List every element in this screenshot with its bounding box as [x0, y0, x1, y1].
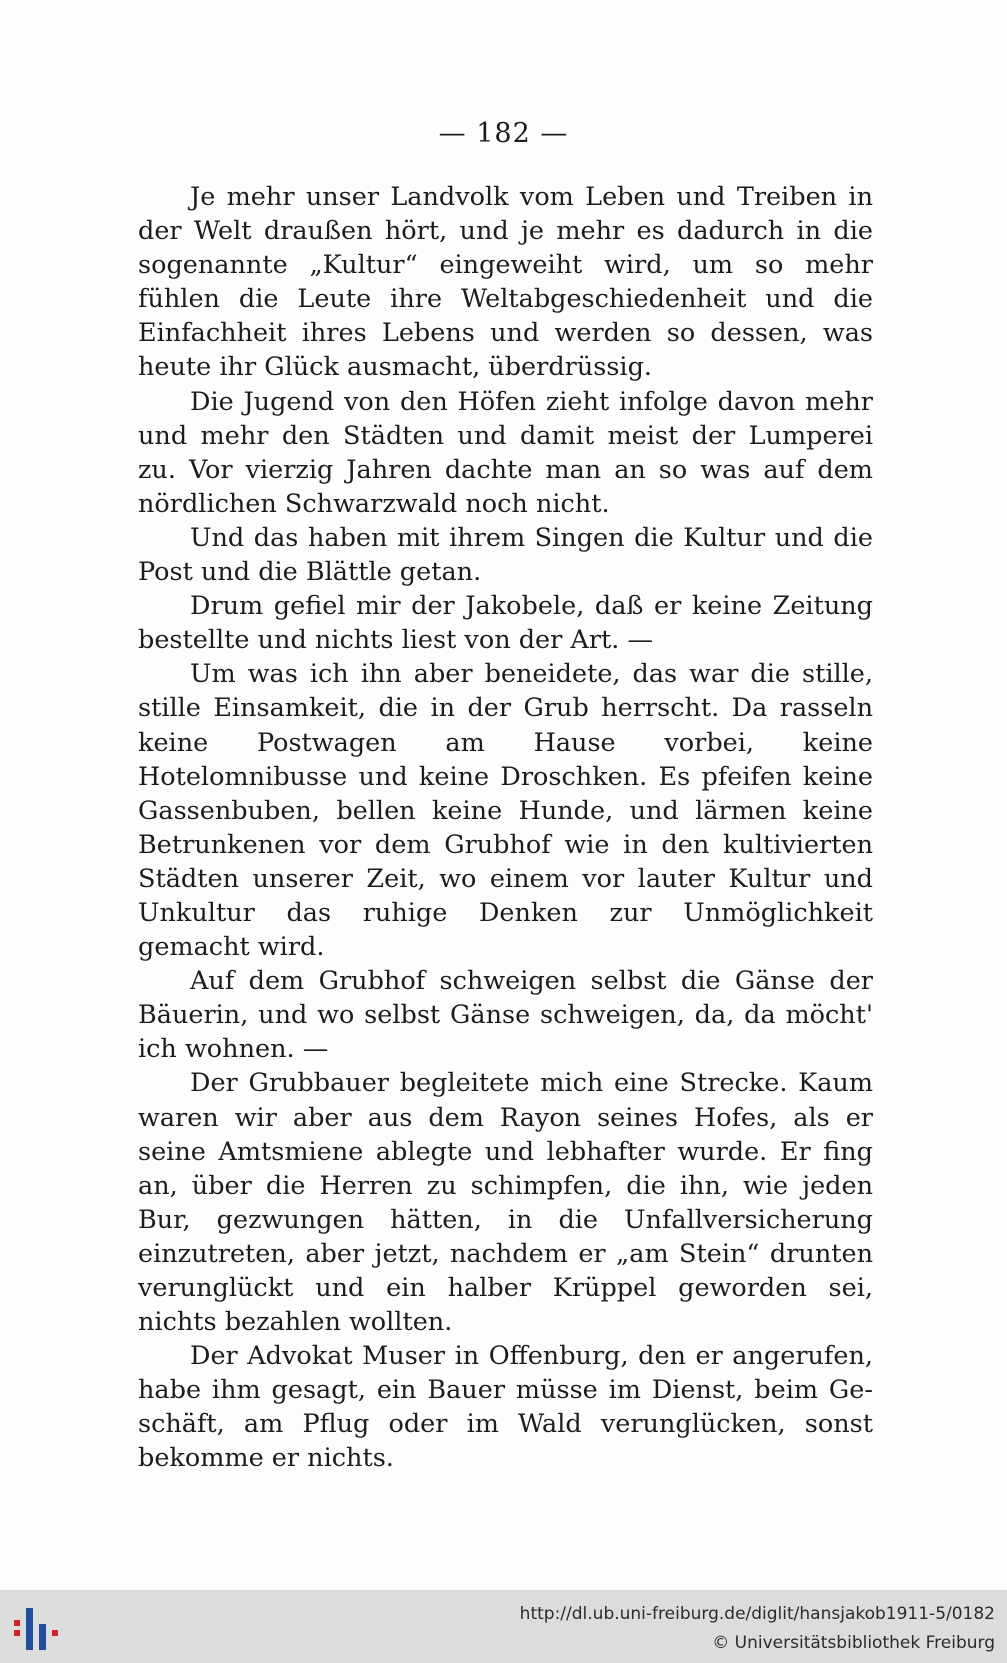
paragraph: Der Grubbauer begleitete mich eine Strecke. Kaum waren wir aber aus dem Rayon seines Hofes, als er seine Amtsmiene ablegte und lebhafter wurde. Er fing an, über die Herren zu schimpfen, die ihn, wie jeden Bur, gezwungen hätten, in die Unfallversicherung einzutreten, aber jetzt, nachdem er „am Stein“ drunten verunglückt und ein halber Krüppel geworden sei, nichts bezahlen wollten. — [138, 1068, 873, 1338]
paragraph: Drum gefiel mir der Jakobele, daß er keine Zeitung bestellte und nichts liest von der Art. — — [138, 591, 873, 656]
page-number: — 182 — — [438, 118, 569, 149]
body-text — [138, 180, 873, 1476]
copyright-notice: © Universitätsbibliothek Freiburg — [712, 1633, 995, 1653]
library-logo-icon[interactable] — [10, 1598, 70, 1658]
logo-blue-bar-icon — [39, 1624, 46, 1650]
paragraph: Auf dem Grubhof schweigen selbst die Gänse der Bäuerin, und wo selbst Gänse schweigen, da, da möcht' ich wohnen. — — [138, 966, 873, 1065]
logo-red-square-icon — [14, 1620, 20, 1626]
paragraph: Die Jugend von den Höfen zieht infolge davon mehr und mehr den Städten und damit meist der Lumperei zu. Vor vierzig Jahren dachte man an so was auf dem nördlichen Schwarzwald noch nicht. — [138, 386, 873, 519]
paragraph: Der Advokat Muser in Offenburg, den er angerufen, habe ihm gesagt, ein Bauer müsse im Dienst, beim Geschäft, am Pflug oder im Wald verunglücken, sonst bekomme er nichts. — [138, 1341, 873, 1474]
logo-red-square-icon — [14, 1630, 20, 1636]
logo-red-square-icon — [52, 1630, 58, 1636]
paragraph: Je mehr unser Landvolk vom Leben und Treiben in der Welt draußen hört, und je mehr es dadurch in die sogenannte „Kultur“ eingeweiht wird, um so mehr fühlen die Leute ihre Weltabgeschiedenheit und die Einfachheit ihres Lebens und werden so dessen, was heute ihr Glück ausmacht, überdrüssig. — [138, 182, 873, 383]
paragraph: Um was ich ihn aber beneidete, das war die stille, stille Einsamkeit, die in der Grub herrscht. Da rasseln keine Postwagen am Hause vorbei, keine Hotelomnibusse und keine Droschken. Es pfeifen keine Gassenbuben, bellen keine Hunde, und lärmen keine Betrunkenen vor dem Grubhof wie in den kultivierten Städten unserer Zeit, wo einem vor lauter Kultur und Unkultur das ruhige Denken zur Unmöglichkeit gemacht wird. — [138, 659, 873, 963]
viewer-footer — [0, 1590, 1007, 1663]
logo-blue-bar-icon — [26, 1608, 33, 1650]
permalink-url[interactable]: http://dl.ub.uni-freiburg.de/diglit/hansjakob1911-5/0182 — [519, 1604, 995, 1624]
paragraph: Und das haben mit ihrem Singen die Kultur und die Post und die Blättle getan. — [138, 522, 873, 588]
